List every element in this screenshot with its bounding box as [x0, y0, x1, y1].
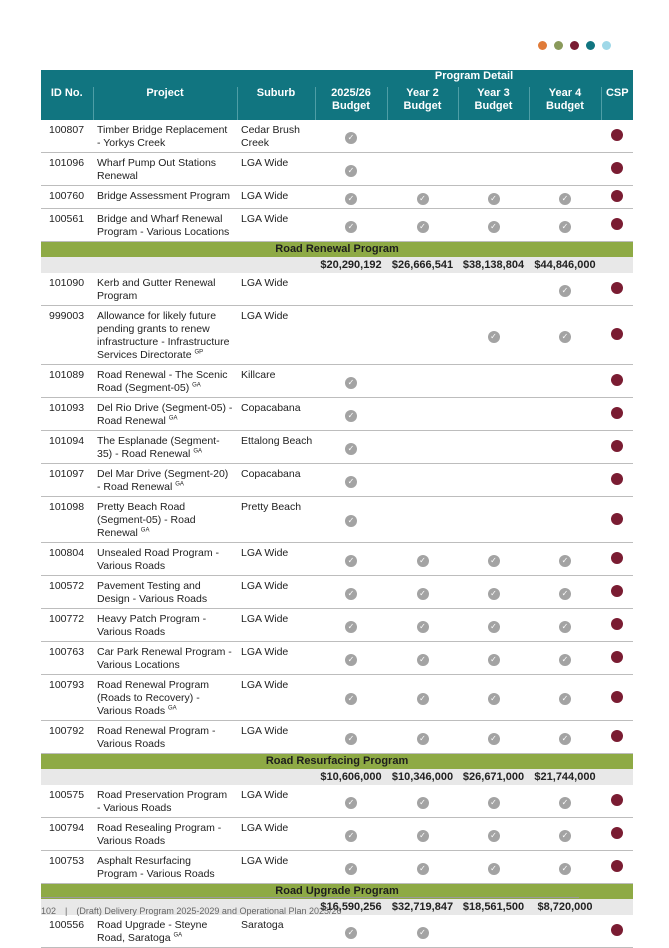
check-icon: ✓	[488, 654, 500, 666]
check-icon: ✓	[345, 132, 357, 144]
row-project: Timber Bridge Replacement - Yorkys Creek	[93, 120, 237, 153]
table-row	[41, 153, 633, 186]
table-row	[41, 609, 633, 642]
row-id: 100772	[41, 609, 93, 642]
orange-dot	[538, 41, 547, 50]
header-year1: 2025/26 Budget	[315, 87, 387, 120]
check-icon: ✓	[345, 654, 357, 666]
row-project: Wharf Pump Out Stations Renewal	[93, 153, 237, 186]
row-id: 100760	[41, 186, 93, 209]
check-icon: ✓	[345, 863, 357, 875]
row-id: 100793	[41, 675, 93, 721]
csp-dot-icon	[611, 407, 623, 419]
row-suburb: LGA Wide	[237, 675, 315, 721]
csp-dot-icon	[611, 282, 623, 294]
csp-dot-icon	[611, 794, 623, 806]
table-row	[41, 675, 633, 721]
table-row	[41, 721, 633, 754]
row-project: Del Mar Drive (Segment-20) - Road Renewal $^{GA}$	[93, 464, 237, 497]
check-icon: ✓	[559, 221, 571, 233]
check-icon: ✓	[417, 555, 429, 567]
budget-year3: $26,671,000	[458, 769, 529, 785]
check-icon: ✓	[488, 331, 500, 343]
check-icon: ✓	[417, 733, 429, 745]
row-project: Road Renewal Program - Various Roads	[93, 721, 237, 754]
check-icon: ✓	[559, 285, 571, 297]
budget-year2: $26,666,541	[387, 257, 458, 273]
check-icon: ✓	[417, 693, 429, 705]
row-id: 101093	[41, 398, 93, 431]
budget-year1: $10,606,000	[315, 769, 387, 785]
row-project: Road Renewal - The Scenic Road (Segment-05) $^{GA}$	[93, 365, 237, 398]
row-suburb: LGA Wide	[237, 642, 315, 675]
row-project: Unsealed Road Program - Various Roads	[93, 543, 237, 576]
row-id: 100807	[41, 120, 93, 153]
row-id: 100556	[41, 915, 93, 948]
check-icon: ✓	[559, 863, 571, 875]
table-row	[41, 186, 633, 209]
csp-dot-icon	[611, 730, 623, 742]
check-icon: ✓	[559, 331, 571, 343]
row-id: 100753	[41, 851, 93, 884]
check-icon: ✓	[559, 797, 571, 809]
light-blue-dot	[602, 41, 611, 50]
check-icon: ✓	[488, 863, 500, 875]
check-icon: ✓	[488, 797, 500, 809]
teal-dot	[586, 41, 595, 50]
row-id: 101094	[41, 431, 93, 464]
row-suburb: Copacabana	[237, 398, 315, 431]
row-suburb: LGA Wide	[237, 209, 315, 242]
csp-dot-icon	[611, 860, 623, 872]
check-icon: ✓	[345, 221, 357, 233]
header-project: Project	[93, 87, 237, 120]
row-id: 100794	[41, 818, 93, 851]
budget-year2: $10,346,000	[387, 769, 458, 785]
row-id: 100804	[41, 543, 93, 576]
table-title: Program Detail	[315, 70, 633, 87]
row-project: Pavement Testing and Design - Various Roads	[93, 576, 237, 609]
csp-dot-icon	[611, 651, 623, 663]
check-icon: ✓	[345, 377, 357, 389]
table-row	[41, 431, 633, 464]
csp-dot-icon	[611, 691, 623, 703]
check-icon: ✓	[417, 927, 429, 939]
check-icon: ✓	[559, 693, 571, 705]
row-id: 101096	[41, 153, 93, 186]
row-project: Allowance for likely future pending grants to renew infrastructure - Infrastructure Services Directorate $^{GP}$	[93, 306, 237, 365]
row-suburb: LGA Wide	[237, 306, 315, 365]
footer-divider	[41, 897, 579, 898]
csp-dot-icon	[611, 618, 623, 630]
table-row	[41, 497, 633, 543]
header-id: ID No.	[41, 87, 93, 120]
row-suburb: LGA Wide	[237, 186, 315, 209]
row-project: Del Rio Drive (Segment-05) - Road Renewal $^{GA}$	[93, 398, 237, 431]
row-project: Kerb and Gutter Renewal Program	[93, 273, 237, 306]
budget-year2: $32,719,847	[387, 899, 458, 915]
csp-dot-icon	[611, 328, 623, 340]
row-id: 101089	[41, 365, 93, 398]
table-row	[41, 306, 633, 365]
budget-row-road-resurfacing	[41, 769, 633, 785]
check-icon: ✓	[417, 193, 429, 205]
row-project: Car Park Renewal Program - Various Locations	[93, 642, 237, 675]
row-suburb: LGA Wide	[237, 543, 315, 576]
csp-dot-icon	[611, 473, 623, 485]
check-icon: ✓	[345, 410, 357, 422]
check-icon: ✓	[488, 221, 500, 233]
check-icon: ✓	[417, 863, 429, 875]
check-icon: ✓	[345, 927, 357, 939]
check-icon: ✓	[345, 515, 357, 527]
table-row	[41, 273, 633, 306]
check-icon: ✓	[488, 693, 500, 705]
row-suburb: LGA Wide	[237, 273, 315, 306]
header-suburb: Suburb	[237, 87, 315, 120]
check-icon: ✓	[417, 588, 429, 600]
check-icon: ✓	[559, 555, 571, 567]
check-icon: ✓	[345, 476, 357, 488]
table-row	[41, 209, 633, 242]
check-icon: ✓	[345, 588, 357, 600]
csp-dot-icon	[611, 513, 623, 525]
header-year2: Year 2 Budget	[387, 87, 458, 120]
csp-dot-icon	[611, 924, 623, 936]
table-row	[41, 120, 633, 153]
row-project: Road Renewal Program (Roads to Recovery) - Various Roads $^{GA}$	[93, 675, 237, 721]
footer-separator: |	[65, 906, 68, 916]
csp-dot-icon	[611, 552, 623, 564]
program-detail-table	[41, 70, 633, 948]
table-row	[41, 851, 633, 884]
csp-dot-icon	[611, 827, 623, 839]
row-suburb: Saratoga	[237, 915, 315, 948]
row-project: Bridge Assessment Program	[93, 186, 237, 209]
section-header-road-renewal: Road Renewal Program	[41, 242, 633, 258]
row-project: Road Resealing Program - Various Roads	[93, 818, 237, 851]
row-suburb: LGA Wide	[237, 153, 315, 186]
csp-dot-icon	[611, 218, 623, 230]
check-icon: ✓	[559, 588, 571, 600]
decorative-dots	[538, 41, 611, 50]
row-id: 100575	[41, 785, 93, 818]
section-header-road-resurfacing: Road Resurfacing Program	[41, 754, 633, 770]
row-id: 101097	[41, 464, 93, 497]
check-icon: ✓	[488, 193, 500, 205]
budget-year4: $21,744,000	[529, 769, 601, 785]
page-footer	[41, 906, 342, 916]
header-year4: Year 4 Budget	[529, 87, 601, 120]
check-icon: ✓	[488, 555, 500, 567]
check-icon: ✓	[345, 193, 357, 205]
check-icon: ✓	[559, 621, 571, 633]
row-project: Pretty Beach Road (Segment-05) - Road Renewal $^{GA}$	[93, 497, 237, 543]
row-id: 100561	[41, 209, 93, 242]
table-row	[41, 543, 633, 576]
check-icon: ✓	[345, 830, 357, 842]
csp-dot-icon	[611, 585, 623, 597]
row-project: Asphalt Resurfacing Program - Various Roads	[93, 851, 237, 884]
csp-dot-icon	[611, 162, 623, 174]
check-icon: ✓	[488, 621, 500, 633]
table-row	[41, 464, 633, 497]
budget-year4: $44,846,000	[529, 257, 601, 273]
table-row	[41, 915, 633, 948]
csp-dot-icon	[611, 190, 623, 202]
row-id: 100763	[41, 642, 93, 675]
row-suburb: LGA Wide	[237, 818, 315, 851]
document-title: (Draft) Delivery Program 2025-2029 and Operational Plan 2025/26	[76, 906, 342, 916]
check-icon: ✓	[559, 733, 571, 745]
maroon-dot	[570, 41, 579, 50]
check-icon: ✓	[345, 165, 357, 177]
check-icon: ✓	[345, 443, 357, 455]
section-header-road-upgrade: Road Upgrade Program	[41, 884, 633, 900]
row-suburb: Killcare	[237, 365, 315, 398]
budget-row-road-renewal	[41, 257, 633, 273]
olive-dot	[554, 41, 563, 50]
check-icon: ✓	[488, 588, 500, 600]
row-project: Bridge and Wharf Renewal Program - Various Locations	[93, 209, 237, 242]
table-row	[41, 785, 633, 818]
row-suburb: Cedar Brush Creek	[237, 120, 315, 153]
row-id: 101098	[41, 497, 93, 543]
table-row	[41, 576, 633, 609]
csp-dot-icon	[611, 440, 623, 452]
budget-year1: $16,590,256	[315, 899, 387, 915]
row-project: The Esplanade (Segment-35) - Road Renewal $^{GA}$	[93, 431, 237, 464]
budget-year4: $8,720,000	[529, 899, 601, 915]
row-project: Heavy Patch Program - Various Roads	[93, 609, 237, 642]
check-icon: ✓	[488, 733, 500, 745]
check-icon: ✓	[345, 797, 357, 809]
row-id: 100572	[41, 576, 93, 609]
check-icon: ✓	[559, 830, 571, 842]
row-project: Road Preservation Program - Various Roads	[93, 785, 237, 818]
check-icon: ✓	[417, 830, 429, 842]
check-icon: ✓	[559, 654, 571, 666]
check-icon: ✓	[345, 555, 357, 567]
row-suburb: LGA Wide	[237, 609, 315, 642]
check-icon: ✓	[345, 693, 357, 705]
row-suburb: LGA Wide	[237, 721, 315, 754]
budget-year3: $38,138,804	[458, 257, 529, 273]
table-row	[41, 365, 633, 398]
check-icon: ✓	[488, 830, 500, 842]
row-suburb: Ettalong Beach	[237, 431, 315, 464]
check-icon: ✓	[559, 193, 571, 205]
table-row	[41, 818, 633, 851]
row-id: 101090	[41, 273, 93, 306]
budget-year3: $18,561,500	[458, 899, 529, 915]
check-icon: ✓	[345, 621, 357, 633]
row-suburb: LGA Wide	[237, 576, 315, 609]
row-id: 999003	[41, 306, 93, 365]
row-suburb: Copacabana	[237, 464, 315, 497]
row-suburb: Pretty Beach	[237, 497, 315, 543]
check-icon: ✓	[417, 654, 429, 666]
check-icon: ✓	[345, 733, 357, 745]
row-suburb: LGA Wide	[237, 851, 315, 884]
table-row	[41, 398, 633, 431]
csp-dot-icon	[611, 374, 623, 386]
table-row	[41, 642, 633, 675]
csp-dot-icon	[611, 129, 623, 141]
row-suburb: LGA Wide	[237, 785, 315, 818]
row-project: Road Upgrade - Steyne Road, Saratoga $^{GA}$	[93, 915, 237, 948]
check-icon: ✓	[417, 797, 429, 809]
header-csp: CSP	[601, 87, 633, 120]
header-year3: Year 3 Budget	[458, 87, 529, 120]
page-number: 102	[41, 906, 57, 916]
check-icon: ✓	[417, 621, 429, 633]
check-icon: ✓	[417, 221, 429, 233]
budget-year1: $20,290,192	[315, 257, 387, 273]
row-id: 100792	[41, 721, 93, 754]
